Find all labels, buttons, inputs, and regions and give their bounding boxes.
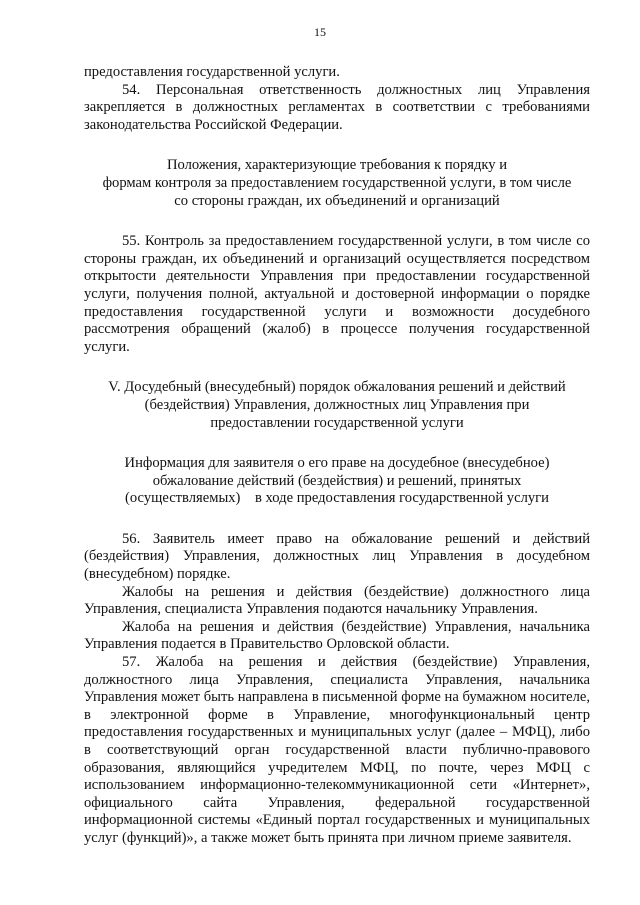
heading-line: (бездействия) Управления, должностных лиц Управления при xyxy=(144,396,530,413)
heading-control-requirements xyxy=(84,157,590,210)
paragraph-continuation: предоставления государственной услуги. xyxy=(84,64,340,80)
heading-line: формам контроля за предоставлением государственной услуги, в том числе xyxy=(102,174,572,191)
paragraph-54: 54. Персональная ответственность должностных лиц Управления закрепляется в должностных регламентах в соответствии с требованиями законодательства Российской Федерации. xyxy=(84,81,590,133)
heading-line: обжалование действий (бездействия) и решений, принятых xyxy=(152,472,522,489)
paragraph-55: 55. Контроль за предоставлением государственной услуги, в том числе со стороны граждан, их объединений и организаций осуществляется посредством открытости деятельности Управления при предоставлении государственной услуги, получения полной, актуальной и достоверной информации о порядке предоставления государственной услуги и возможности досудебного рассмотрения обращений (жалоб) в процессе получения государственной услуги. xyxy=(84,233,590,355)
section-v-heading xyxy=(84,379,590,432)
heading-appeal-information xyxy=(84,455,590,508)
heading-line: предоставлении государственной услуги xyxy=(210,414,464,431)
paragraph-56: 56. Заявитель имеет право на обжалование решений и действий (бездействия) Управления, должностных лиц Управления в досудебном (внесудебном) порядке. xyxy=(84,530,590,583)
heading-line: со стороны граждан, их объединений и организаций xyxy=(174,192,500,209)
heading-line: (осуществляемых) в ходе предоставления государственной услуги xyxy=(125,490,549,507)
document-body xyxy=(84,64,590,848)
heading-line: Информация для заявителя о его праве на досудебное (внесудебное) xyxy=(124,455,550,472)
heading-line: Положения, характеризующие требования к порядку и xyxy=(166,157,508,174)
heading-line: V. Досудебный (внесудебный) порядок обжалования решений и действий xyxy=(108,379,566,396)
paragraph-complaints-to-head: Жалобы на решения и действия (бездействие) должностного лица Управления, специалиста Управления подаются начальнику Управления. xyxy=(84,583,590,618)
paragraph-complaint-to-government: Жалоба на решения и действия (бездействие) Управления, начальника Управления подается в Правительство Орловской области. xyxy=(84,618,590,653)
page-number: 15 xyxy=(314,25,326,39)
paragraph-57: 57. Жалоба на решения и действия (бездействие) Управления, должностного лица Управления, специалиста Управления, начальника Управления может быть направлена в письменной форме на бумажном носителе, в электронной форме в Управление, многофункциональный центр предоставления государственных и муниципальных услуг (далее – МФЦ), либо в соответствующий орган государственной власти публично-правового образования, являющийся учредителем МФЦ, по почте, через МФЦ с использованием информационно-телекоммуникационной сети «Интернет», официального сайта Управления, федеральной государственной информационной системы «Единый портал государственных и муниципальных услуг (функций)», а также может быть принята при личном приеме заявителя. xyxy=(84,654,590,846)
